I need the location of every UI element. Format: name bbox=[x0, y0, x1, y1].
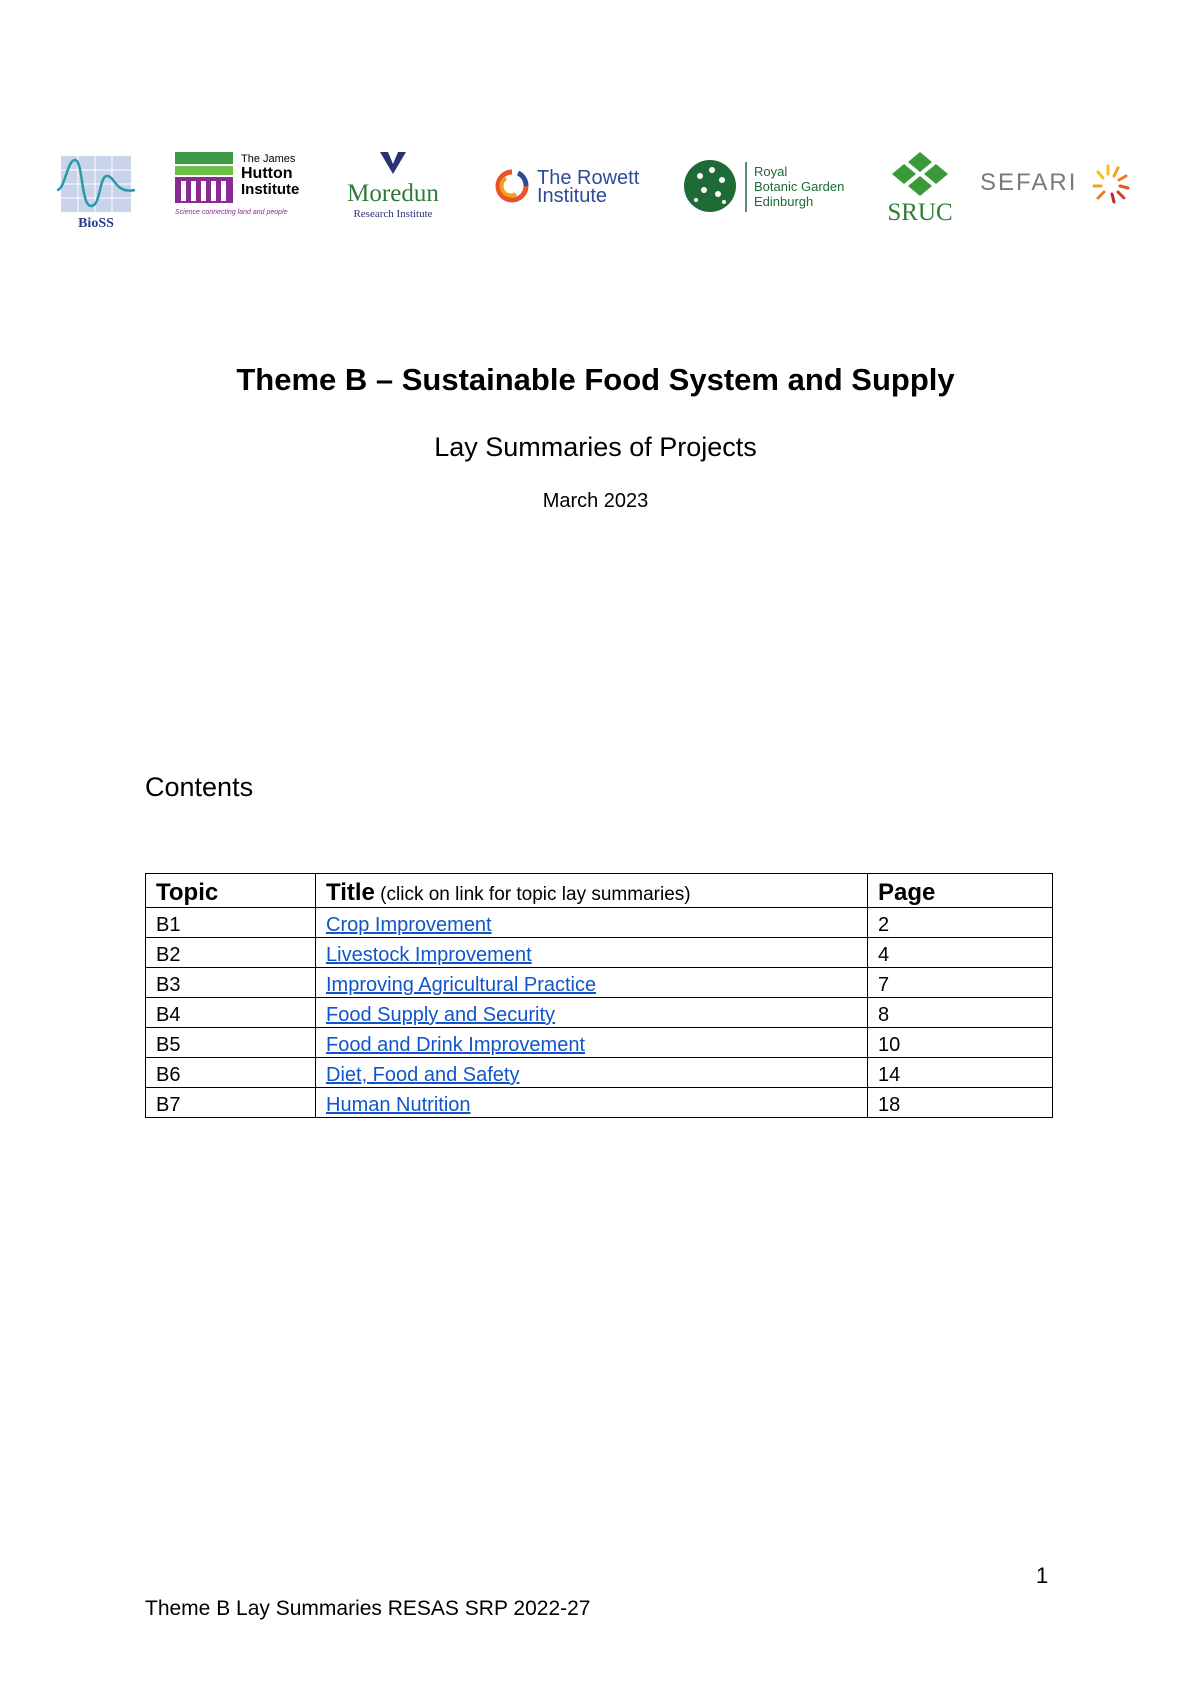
svg-text:SRUC: SRUC bbox=[887, 199, 953, 226]
svg-text:Institute: Institute bbox=[241, 181, 300, 198]
document-date: March 2023 bbox=[542, 490, 649, 512]
table-row bbox=[146, 938, 1053, 968]
topic-link[interactable]: Improving Agricultural Practice bbox=[326, 974, 597, 996]
topic-link[interactable]: Diet, Food and Safety bbox=[326, 1064, 520, 1086]
topic-code: B3 bbox=[146, 968, 316, 998]
header-title: Title (click on link for topic lay summaries) bbox=[316, 874, 868, 908]
page-ref: 8 bbox=[868, 998, 1053, 1028]
header-title-note: (click on link for topic lay summaries) bbox=[374, 884, 691, 905]
topic-code: B6 bbox=[146, 1058, 316, 1088]
topic-code: B2 bbox=[146, 938, 316, 968]
topic-link[interactable]: Human Nutrition bbox=[326, 1094, 471, 1116]
page-ref: 18 bbox=[868, 1088, 1053, 1118]
topic-code: B7 bbox=[146, 1088, 316, 1118]
hutton-logo bbox=[175, 150, 315, 220]
table-header-row bbox=[146, 874, 1053, 908]
rbge-logo bbox=[680, 156, 860, 216]
bioss-label: BioSS bbox=[78, 216, 114, 230]
contents-heading: Contents bbox=[145, 772, 254, 802]
svg-text:The James: The James bbox=[241, 153, 296, 165]
svg-text:Moredun: Moredun bbox=[347, 180, 439, 207]
page-number: 1 bbox=[1036, 1563, 1049, 1588]
topic-code: B5 bbox=[146, 1028, 316, 1058]
svg-text:Royal: Royal bbox=[754, 164, 788, 179]
table-row bbox=[146, 908, 1053, 938]
table-row bbox=[146, 1088, 1053, 1118]
contents-table bbox=[145, 873, 1053, 1118]
topic-link[interactable]: Crop Improvement bbox=[326, 914, 492, 936]
topic-link[interactable]: Food and Drink Improvement bbox=[326, 1034, 586, 1056]
page-subtitle: Lay Summaries of Projects bbox=[434, 432, 757, 462]
moredun-logo bbox=[337, 150, 457, 228]
topic-link[interactable]: Food Supply and Security bbox=[326, 1004, 556, 1026]
svg-text:The Rowett: The Rowett bbox=[537, 167, 640, 189]
header-topic: Topic bbox=[146, 874, 316, 908]
svg-text:SEFARI: SEFARI bbox=[980, 169, 1078, 196]
svg-text:Institute: Institute bbox=[537, 185, 608, 207]
header-page: Page bbox=[868, 874, 1053, 908]
svg-text:Hutton: Hutton bbox=[241, 165, 293, 182]
table-row bbox=[146, 998, 1053, 1028]
topic-code: B1 bbox=[146, 908, 316, 938]
page-ref: 10 bbox=[868, 1028, 1053, 1058]
table-row bbox=[146, 968, 1053, 998]
svg-text:Botanic Garden: Botanic Garden bbox=[754, 179, 845, 194]
sruc-logo bbox=[880, 150, 970, 228]
page-ref: 4 bbox=[868, 938, 1053, 968]
svg-text:Edinburgh: Edinburgh bbox=[754, 194, 814, 209]
page-title: Theme B – Sustainable Food System and Supply bbox=[236, 362, 955, 397]
rowett-logo bbox=[492, 164, 662, 214]
svg-text:Science connecting land and pe: Science connecting land and people bbox=[175, 209, 288, 216]
table-row bbox=[146, 1028, 1053, 1058]
page-ref: 2 bbox=[868, 908, 1053, 938]
page-ref: 14 bbox=[868, 1058, 1053, 1088]
bioss-logo bbox=[55, 156, 137, 230]
footer-text: Theme B Lay Summaries RESAS SRP 2022-27 bbox=[145, 1597, 591, 1620]
partner-logos bbox=[50, 150, 1150, 240]
svg-text:Research Institute: Research Institute bbox=[353, 208, 433, 220]
table-row bbox=[146, 1058, 1053, 1088]
topic-code: B4 bbox=[146, 998, 316, 1028]
page-ref: 7 bbox=[868, 968, 1053, 998]
sefari-logo bbox=[980, 160, 1150, 210]
topic-link[interactable]: Livestock Improvement bbox=[326, 944, 532, 966]
